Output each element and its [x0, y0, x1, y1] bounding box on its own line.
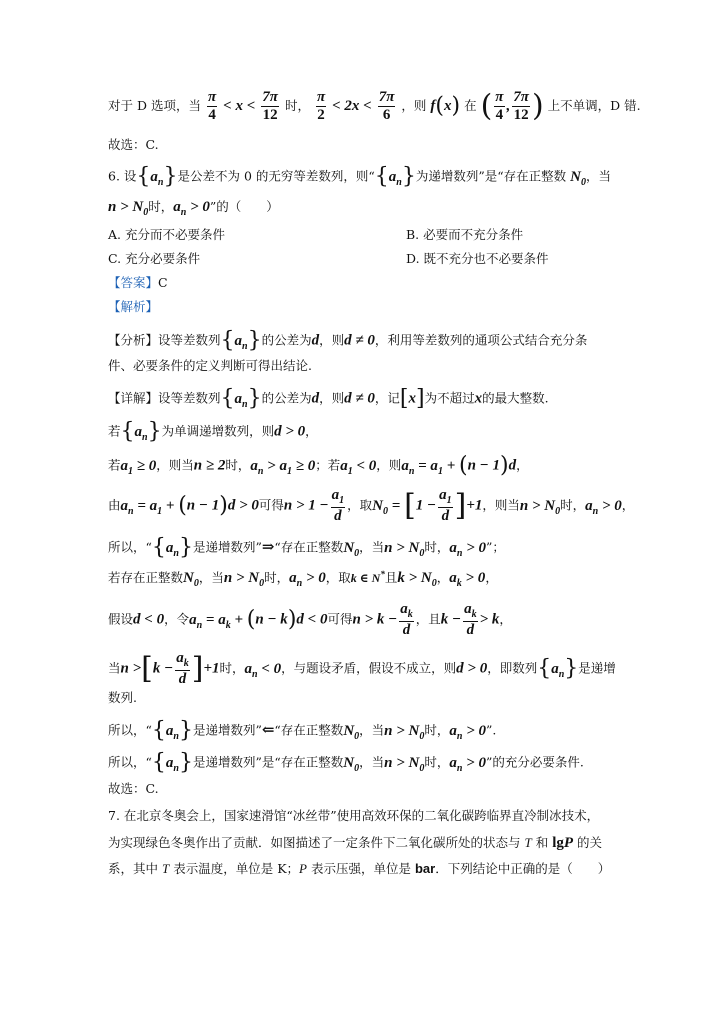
step-4: 所以，“$\{a_n\}$是递增数列”⇒“存在正整数$N_0$，当$n > N_0$时，$a_n > 0$”； [108, 535, 505, 560]
xiangjie-line: 【详解】设等差数列$\{a_n\}$的公差为d，则d ≠ 0，记[x]为不超过x的最大整数. [108, 386, 549, 411]
fraction: $\frac{\pi}{4}$ [207, 89, 217, 123]
text: 对于 D 选项，当 [108, 98, 201, 113]
question-7-line-1: 7. 在北京冬奥会上，国家速滑馆“冰丝带”使用高效环保的二氧化碳跨临界直冷制冰技术， [108, 808, 600, 823]
text: 上不单调，D 错. [547, 98, 641, 113]
step-1: 若$\{a_n\}$为单调递增数列，则d > 0， [108, 419, 318, 444]
question-7-line-3: 系，其中 T 表示温度，单位是 K；P 表示压强，单位是 bar．下列结论中正确的是（ ） [108, 861, 611, 876]
final-choice: 故选：C. [108, 781, 159, 796]
text: ，则 [401, 98, 427, 113]
line-d-option: 对于 D 选项，当 $\frac{\pi}{4}$ < x < $\frac{7\pi}{12}$ 时， $\frac{\pi}{2}$ < 2x < $\frac{7\pi}{6}$ ，则 f(x) 在 ( $\frac{\pi}{4}$ , $\frac{7\pi}{12}$ ) 上不单调，D 错. [108, 88, 641, 124]
analysis-tag: 【解析】 [108, 299, 159, 314]
question-6-line-2: $n > N_0$时，$a_n > 0$”的（ ） [108, 199, 279, 218]
step-9: 所以，“$\{a_n\}$是递增数列”⇐“存在正整数$N_0$，当$n > N_0$时，$a_n > 0$”. [108, 718, 497, 743]
fraction: $\frac{\pi}{2}$ [316, 89, 326, 123]
fenxi-line-2: 件、必要条件的定义判断可得出结论. [108, 358, 312, 373]
answer-line: 【答案】C [108, 275, 168, 290]
step-6: 假设d < 0，令$a_n = a_k + (n - k)d < 0$可得n > k − $\frac{a_k}{d}$ ，且k − $\frac{a_k}{d}$ > k， [108, 601, 512, 638]
choice-line: 故选：C. [108, 137, 159, 152]
option-b: B. 必要而不充分条件 [406, 227, 524, 242]
fraction: $\frac{7\pi}{6}$ [378, 89, 395, 123]
option-a: A. 充分而不必要条件 [108, 227, 225, 242]
step-8: 数列. [108, 690, 137, 705]
step-2: 若$a_1 \ge 0$，则当n ≥ 2时，$a_n > a_1 \ge 0$；若$a_1 < 0$，则$a_n = a_1 + (n - 1)d$， [108, 453, 529, 478]
step-5: 若存在正整数$N_0$，当$n > N_0$时，$a_n > 0$，取k ∈ N*且$k > N_0$，$a_k > 0$， [108, 569, 498, 589]
fraction: $\frac{7\pi}{12}$ [262, 89, 278, 123]
step-3: 由$a_n = a_1 + (n - 1)d > 0$可得n > 1 − $\frac{a_1}{d}$ ，取$N_0 = [1$ − $\frac{a_1}{d}$ ]+1，则当$n > N_0$时，$a_n > 0$， [108, 487, 635, 524]
step-7: 当n >[k − $\frac{a_k}{d}$ ]+1时，$a_n < 0$，与题设矛盾，假设不成立，则d > 0，即数列$\{a_n\}$是递增 [108, 650, 616, 687]
question-7-line-2: 为实现绿色冬奥作出了贡献．如图描述了一定条件下二氧化碳所处的状态与 T 和 lgP 的关 [108, 835, 603, 851]
question-6-line-1: 6. 设$\{a_n\}$是公差不为 0 的无穷等差数列，则“$\{a_n\}$为递增数列”是“存在正整数 $N_0$，当 [108, 164, 611, 189]
option-d: D. 既不充分也不必要条件 [406, 251, 549, 266]
fenxi-line-1: 【分析】设等差数列$\{a_n\}$的公差为d，则d ≠ 0，利用等差数列的通项公式结合充分条 [108, 328, 588, 353]
option-c: C. 充分必要条件 [108, 251, 201, 266]
step-10: 所以，“$\{a_n\}$是递增数列”是“存在正整数$N_0$，当$n > N_0$时，$a_n > 0$”的充分必要条件. [108, 750, 584, 775]
text: 时， [284, 98, 310, 113]
text: 在 [464, 98, 477, 113]
